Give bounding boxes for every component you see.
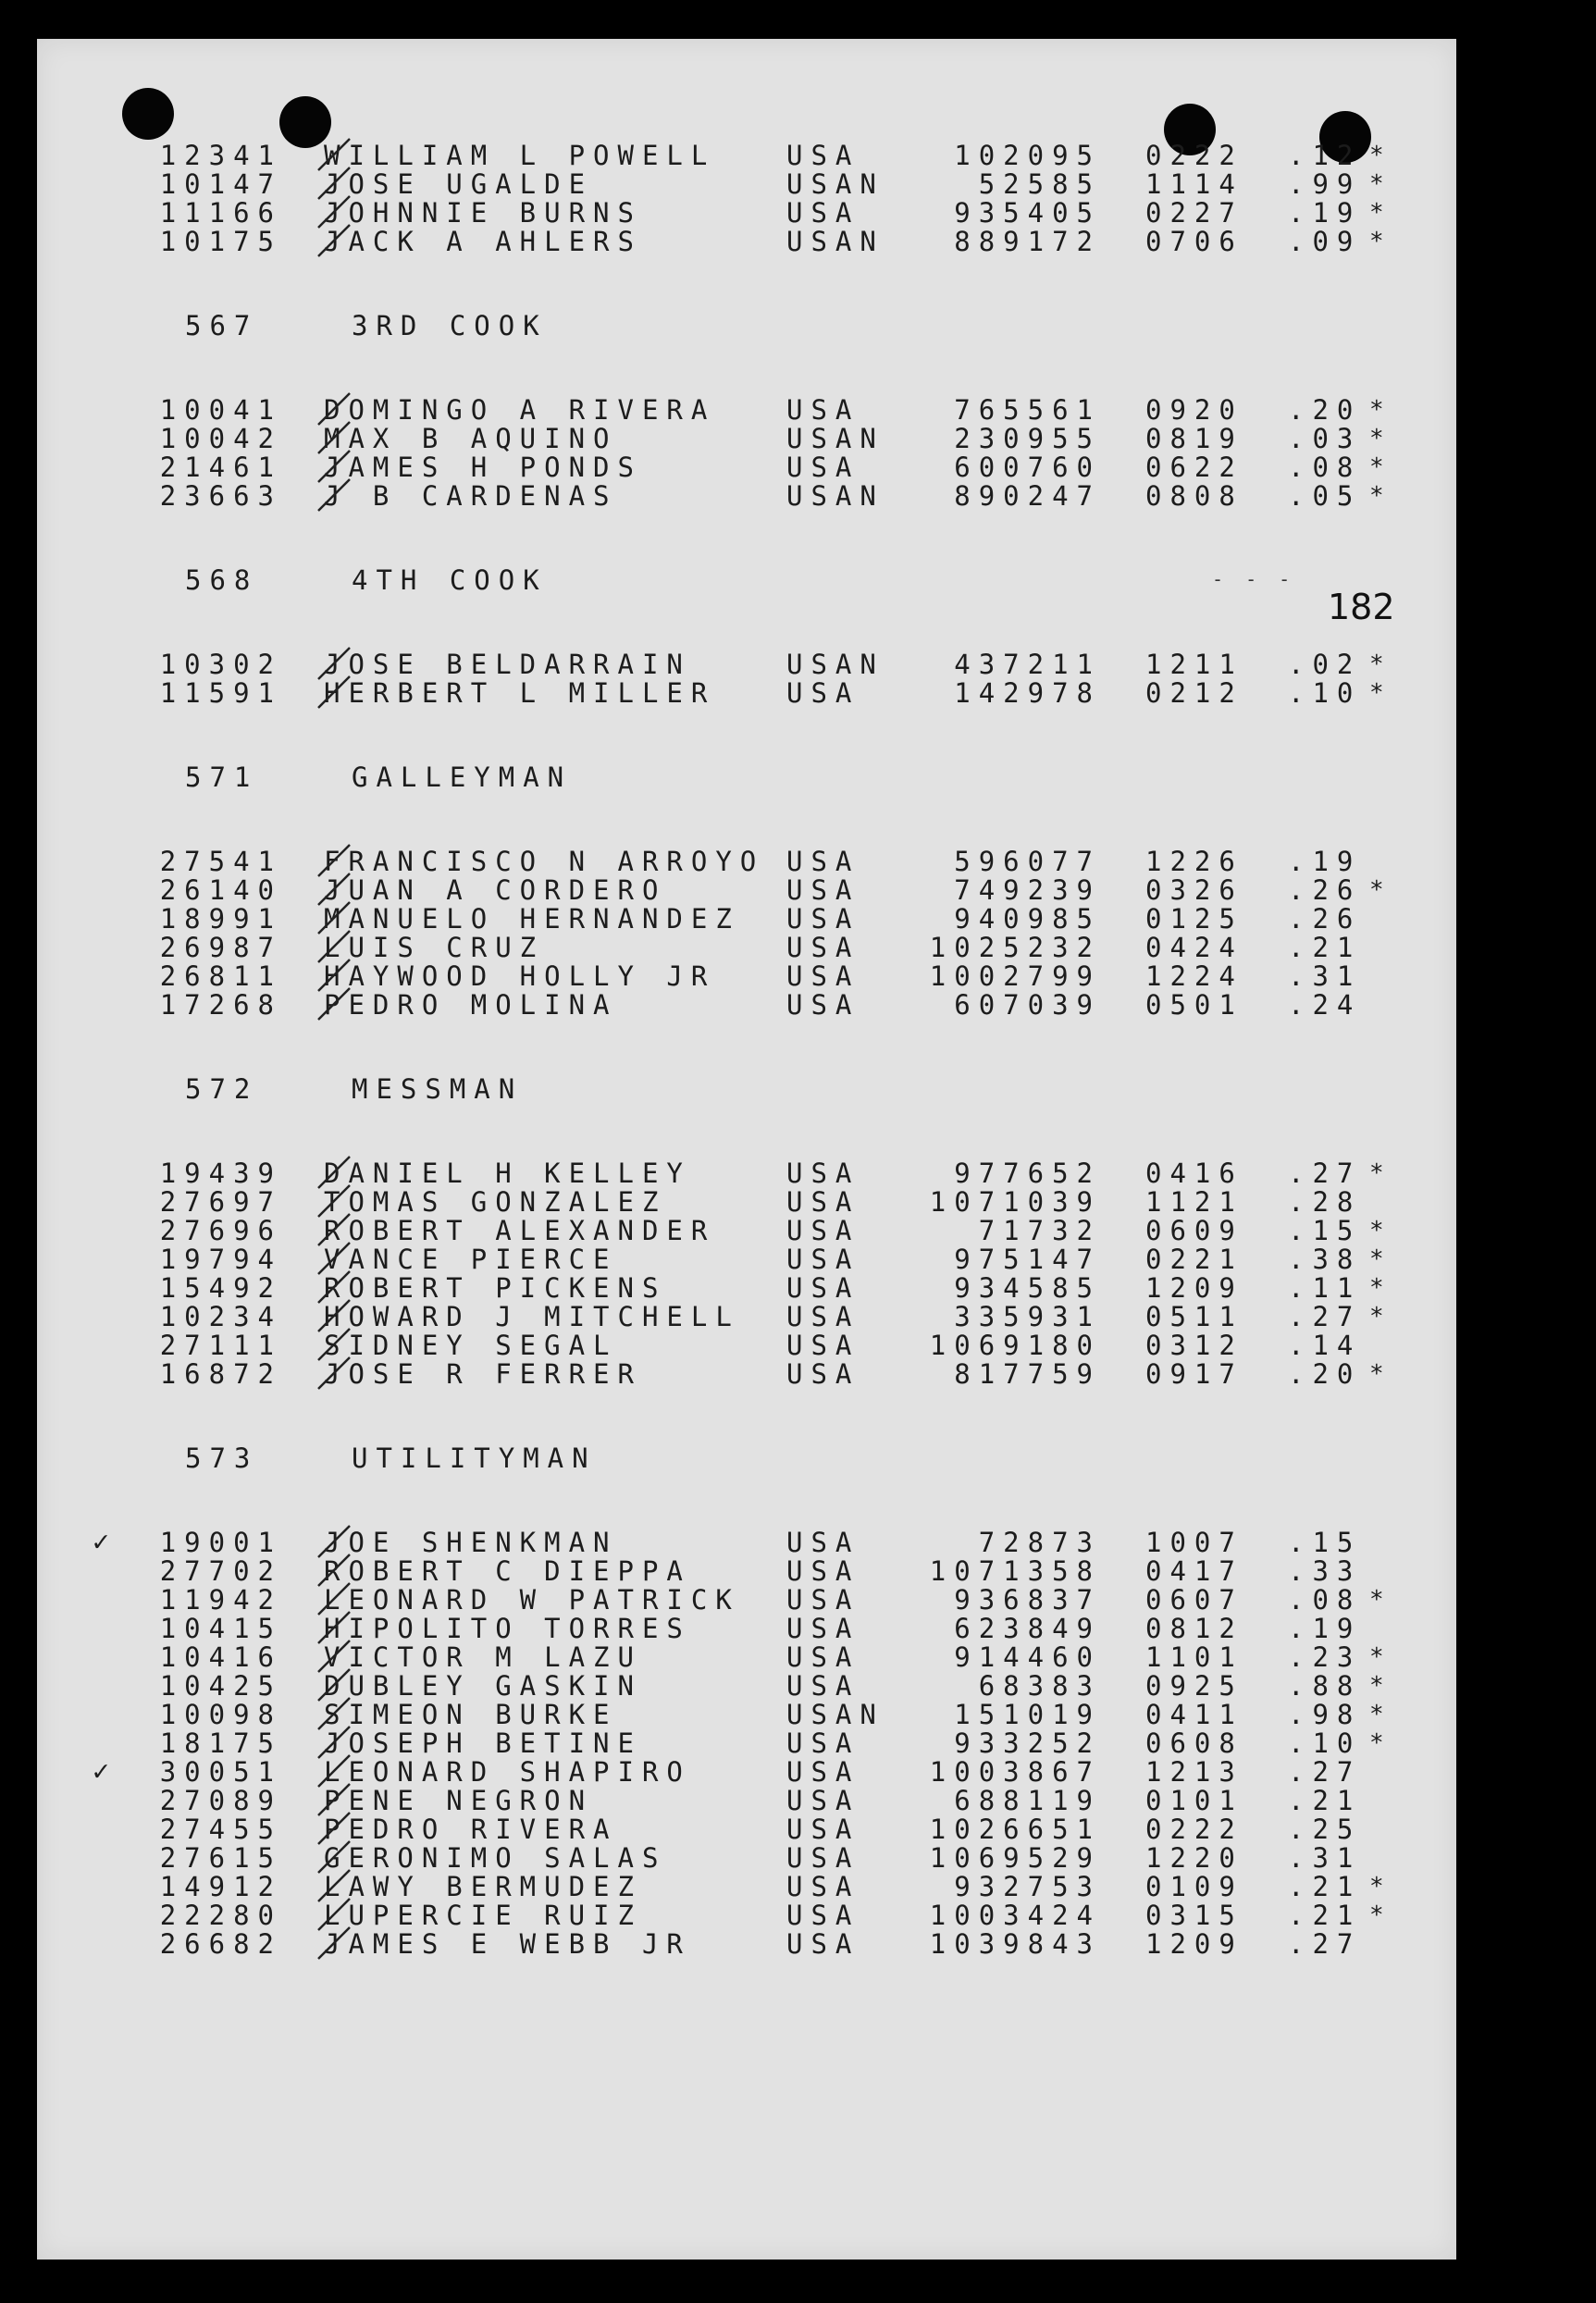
id-number: 688119: [954, 1785, 1101, 1816]
crew-name: TOMAS GONZALEZ: [324, 1186, 667, 1218]
nationality: USA: [786, 1244, 860, 1275]
crew-number: 23663: [159, 480, 282, 512]
crew-row: [148, 227, 1425, 256]
crew-number: 10416: [159, 1641, 282, 1673]
crew-number: 11591: [159, 677, 282, 709]
crew-name: SIDNEY SEGAL: [324, 1330, 618, 1361]
asterisk-mark: *: [1369, 396, 1392, 424]
rate-value: .19: [1288, 1613, 1362, 1644]
asterisk-mark: *: [1369, 1701, 1392, 1728]
crew-name: ROBERT C DIEPPA: [324, 1555, 691, 1587]
asterisk-mark: *: [1369, 1245, 1392, 1273]
id-number: 600760: [954, 452, 1101, 483]
crew-name: GERONIMO SALAS: [324, 1842, 667, 1874]
nationality: USA: [786, 1158, 860, 1189]
nationality: USA: [786, 1186, 860, 1218]
id-number: 151019: [954, 1699, 1101, 1730]
faint-marks: - - -: [1212, 568, 1296, 590]
date-code: 0109: [1145, 1871, 1243, 1902]
id-number: 936837: [954, 1584, 1101, 1616]
rate-value: .24: [1288, 989, 1362, 1021]
date-code: 1121: [1145, 1186, 1243, 1218]
date-code: 0706: [1145, 226, 1243, 257]
date-code: 0326: [1145, 874, 1243, 906]
crew-name: DANIEL H KELLEY: [324, 1158, 691, 1189]
id-number: 934585: [954, 1272, 1101, 1304]
rate-value: .15: [1288, 1527, 1362, 1558]
asterisk-mark: *: [1369, 1901, 1392, 1929]
section-title: UTILITYMAN: [352, 1442, 597, 1474]
crew-number: 18991: [159, 903, 282, 935]
section-header: [185, 1443, 925, 1473]
crew-name: J B CARDENAS: [324, 480, 618, 512]
punch-hole-icon: [122, 88, 174, 140]
id-number: 889172: [954, 226, 1101, 257]
nationality: USA: [786, 1613, 860, 1644]
crew-name: HOWARD J MITCHELL: [324, 1301, 740, 1332]
date-code: 1226: [1145, 846, 1243, 877]
strike-through-mark-icon: [316, 1356, 352, 1391]
rate-value: .26: [1288, 874, 1362, 906]
rate-value: .27: [1288, 1756, 1362, 1788]
crew-name: LEONARD W PATRICK: [324, 1584, 740, 1616]
crew-name: JOHNNIE BURNS: [324, 197, 642, 229]
section-code: 568: [185, 564, 259, 596]
id-number: 935405: [954, 197, 1101, 229]
rate-value: .09: [1288, 226, 1362, 257]
rate-value: .27: [1288, 1928, 1362, 1960]
asterisk-mark: *: [1369, 482, 1392, 510]
crew-number: 14912: [159, 1871, 282, 1902]
nationality: USA: [786, 846, 860, 877]
crew-name: DUBLEY GASKIN: [324, 1670, 642, 1702]
date-code: 1220: [1145, 1842, 1243, 1874]
crew-number: 22280: [159, 1900, 282, 1931]
rate-value: .21: [1288, 1785, 1362, 1816]
crew-name: FRANCISCO N ARROYO: [324, 846, 765, 877]
crew-name: PEDRO MOLINA: [324, 989, 618, 1021]
nationality: USA: [786, 1215, 860, 1246]
page-number: 182: [1328, 587, 1395, 627]
crew-number: 11166: [159, 197, 282, 229]
id-number: 1069529: [929, 1842, 1101, 1874]
check-mark-icon: ✓: [93, 1526, 110, 1558]
asterisk-mark: *: [1369, 453, 1392, 481]
rate-value: .31: [1288, 960, 1362, 992]
check-mark-icon: ✓: [93, 1755, 110, 1788]
id-number: 335931: [954, 1301, 1101, 1332]
id-number: 1003424: [929, 1900, 1101, 1931]
crew-name: JOSE BELDARRAIN: [324, 649, 691, 680]
crew-number: 26682: [159, 1928, 282, 1960]
rate-value: .26: [1288, 903, 1362, 935]
asterisk-mark: *: [1369, 1303, 1392, 1331]
id-number: 1071358: [929, 1555, 1101, 1587]
rate-value: .28: [1288, 1186, 1362, 1218]
asterisk-mark: *: [1369, 170, 1392, 198]
crew-name: JOSE R FERRER: [324, 1358, 642, 1390]
crew-number: 19439: [159, 1158, 282, 1189]
section-header: [185, 565, 925, 595]
date-code: 0607: [1145, 1584, 1243, 1616]
rate-value: .19: [1288, 846, 1362, 877]
crew-name: JACK A AHLERS: [324, 226, 642, 257]
strike-through-mark-icon: [316, 986, 352, 1021]
date-code: 0315: [1145, 1900, 1243, 1931]
rate-value: .03: [1288, 423, 1362, 454]
asterisk-mark: *: [1369, 199, 1392, 227]
crew-name: JAMES E WEBB JR: [324, 1928, 691, 1960]
rate-value: .99: [1288, 168, 1362, 200]
crew-number: 10425: [159, 1670, 282, 1702]
asterisk-mark: *: [1369, 1672, 1392, 1700]
crew-number: 10415: [159, 1613, 282, 1644]
id-number: 1069180: [929, 1330, 1101, 1361]
date-code: 0501: [1145, 989, 1243, 1021]
date-code: 1209: [1145, 1928, 1243, 1960]
nationality: USA: [786, 1727, 860, 1759]
nationality: USA: [786, 989, 860, 1021]
asterisk-mark: *: [1369, 1729, 1392, 1757]
rate-value: .20: [1288, 1358, 1362, 1390]
crew-number: 12341: [159, 140, 282, 171]
crew-number: 27696: [159, 1215, 282, 1246]
crew-number: 16872: [159, 1358, 282, 1390]
rate-value: .88: [1288, 1670, 1362, 1702]
crew-name: DOMINGO A RIVERA: [324, 394, 716, 426]
nationality: USA: [786, 1272, 860, 1304]
id-number: 437211: [954, 649, 1101, 680]
rate-value: .19: [1288, 197, 1362, 229]
rate-value: .33: [1288, 1555, 1362, 1587]
nationality: USAN: [786, 649, 885, 680]
crew-name: JOSEPH BETINE: [324, 1727, 642, 1759]
crew-number: 10175: [159, 226, 282, 257]
nationality: USA: [786, 1928, 860, 1960]
crew-name: PENE NEGRON: [324, 1785, 594, 1816]
crew-name: LUIS CRUZ: [324, 932, 545, 963]
rate-value: .98: [1288, 1699, 1362, 1730]
crew-number: 10098: [159, 1699, 282, 1730]
asterisk-mark: *: [1369, 142, 1392, 169]
crew-number: 10234: [159, 1301, 282, 1332]
crew-number: 30051: [159, 1756, 282, 1788]
id-number: 817759: [954, 1358, 1101, 1390]
rate-value: .15: [1288, 1215, 1362, 1246]
date-code: 0101: [1145, 1785, 1243, 1816]
nationality: USA: [786, 1641, 860, 1673]
id-number: 230955: [954, 423, 1101, 454]
date-code: 0609: [1145, 1215, 1243, 1246]
asterisk-mark: *: [1369, 1159, 1392, 1187]
id-number: 749239: [954, 874, 1101, 906]
date-code: 0819: [1145, 423, 1243, 454]
crew-row: [148, 1929, 1425, 1959]
nationality: USAN: [786, 226, 885, 257]
crew-name: ROBERT PICKENS: [324, 1272, 667, 1304]
id-number: 596077: [954, 846, 1101, 877]
id-number: 72873: [978, 1527, 1101, 1558]
nationality: USA: [786, 452, 860, 483]
document-page: [37, 39, 1456, 2260]
date-code: 1224: [1145, 960, 1243, 992]
crew-name: WILLIAM L POWELL: [324, 140, 716, 171]
date-code: 0125: [1145, 903, 1243, 935]
id-number: 71732: [978, 1215, 1101, 1246]
crew-number: 11942: [159, 1584, 282, 1616]
date-code: 1101: [1145, 1641, 1243, 1673]
nationality: USA: [786, 1358, 860, 1390]
asterisk-mark: *: [1369, 876, 1392, 904]
date-code: 0920: [1145, 394, 1243, 426]
id-number: 1071039: [929, 1186, 1101, 1218]
id-number: 975147: [954, 1244, 1101, 1275]
section-title: MESSMAN: [352, 1073, 524, 1105]
asterisk-mark: *: [1369, 679, 1392, 707]
crew-number: 27089: [159, 1785, 282, 1816]
crew-name: JUAN A CORDERO: [324, 874, 667, 906]
date-code: 0417: [1145, 1555, 1243, 1587]
crew-name: JOE SHENKMAN: [324, 1527, 618, 1558]
section-code: 567: [185, 310, 259, 341]
crew-name: PEDRO RIVERA: [324, 1814, 618, 1845]
rate-value: .21: [1288, 1871, 1362, 1902]
crew-number: 15492: [159, 1272, 282, 1304]
crew-number: 18175: [159, 1727, 282, 1759]
crew-number: 10041: [159, 394, 282, 426]
rate-value: .23: [1288, 1641, 1362, 1673]
rate-value: .27: [1288, 1158, 1362, 1189]
rate-value: .11: [1288, 1272, 1362, 1304]
crew-number: 10147: [159, 168, 282, 200]
date-code: 1213: [1145, 1756, 1243, 1788]
crew-number: 26811: [159, 960, 282, 992]
id-number: 68383: [978, 1670, 1101, 1702]
crew-number: 19001: [159, 1527, 282, 1558]
nationality: USA: [786, 1301, 860, 1332]
nationality: USA: [786, 1527, 860, 1558]
date-code: 1209: [1145, 1272, 1243, 1304]
crew-number: 27615: [159, 1842, 282, 1874]
nationality: USA: [786, 1900, 860, 1931]
date-code: 1211: [1145, 649, 1243, 680]
crew-number: 27702: [159, 1555, 282, 1587]
crew-number: 17268: [159, 989, 282, 1021]
rate-value: .38: [1288, 1244, 1362, 1275]
asterisk-mark: *: [1369, 1217, 1392, 1244]
nationality: USA: [786, 932, 860, 963]
crew-name: MAX B AQUINO: [324, 423, 618, 454]
strike-through-mark-icon: [316, 477, 352, 513]
date-code: 0917: [1145, 1358, 1243, 1390]
crew-name: JAMES H PONDS: [324, 452, 642, 483]
id-number: 890247: [954, 480, 1101, 512]
rate-value: .21: [1288, 1900, 1362, 1931]
crew-number: 27455: [159, 1814, 282, 1845]
asterisk-mark: *: [1369, 650, 1392, 678]
nationality: USA: [786, 1670, 860, 1702]
id-number: 607039: [954, 989, 1101, 1021]
id-number: 52585: [978, 168, 1101, 200]
nationality: USA: [786, 1555, 860, 1587]
rate-value: .20: [1288, 394, 1362, 426]
strike-through-mark-icon: [316, 1925, 352, 1961]
date-code: 0808: [1145, 480, 1243, 512]
rate-value: .05: [1288, 480, 1362, 512]
section-code: 572: [185, 1073, 259, 1105]
id-number: 1025232: [929, 932, 1101, 963]
crew-number: 21461: [159, 452, 282, 483]
nationality: USA: [786, 1330, 860, 1361]
asterisk-mark: *: [1369, 1274, 1392, 1302]
crew-name: LEONARD SHAPIRO: [324, 1756, 691, 1788]
id-number: 932753: [954, 1871, 1101, 1902]
nationality: USA: [786, 1814, 860, 1845]
date-code: 0312: [1145, 1330, 1243, 1361]
nationality: USAN: [786, 480, 885, 512]
nationality: USAN: [786, 423, 885, 454]
id-number: 102095: [954, 140, 1101, 171]
asterisk-mark: *: [1369, 1643, 1392, 1671]
nationality: USAN: [786, 1699, 885, 1730]
nationality: USA: [786, 903, 860, 935]
rate-value: .25: [1288, 1814, 1362, 1845]
date-code: 0812: [1145, 1613, 1243, 1644]
crew-name: ROBERT ALEXANDER: [324, 1215, 716, 1246]
crew-name: HIPOLITO TORRES: [324, 1613, 691, 1644]
id-number: 977652: [954, 1158, 1101, 1189]
id-number: 1003867: [929, 1756, 1101, 1788]
nationality: USA: [786, 677, 860, 709]
asterisk-mark: *: [1369, 1360, 1392, 1388]
crew-row: [148, 1359, 1425, 1389]
strike-through-mark-icon: [316, 675, 352, 710]
nationality: USA: [786, 960, 860, 992]
crew-name: HAYWOOD HOLLY JR: [324, 960, 716, 992]
section-header: [185, 311, 925, 340]
section-header: [185, 1074, 925, 1104]
nationality: USAN: [786, 168, 885, 200]
crew-number: 27697: [159, 1186, 282, 1218]
id-number: 765561: [954, 394, 1101, 426]
date-code: 0416: [1145, 1158, 1243, 1189]
id-number: 1039843: [929, 1928, 1101, 1960]
crew-row: [148, 481, 1425, 511]
section-title: 3RD COOK: [352, 310, 548, 341]
date-code: 0608: [1145, 1727, 1243, 1759]
crew-number: 27111: [159, 1330, 282, 1361]
nationality: USA: [786, 1842, 860, 1874]
rate-value: .08: [1288, 452, 1362, 483]
crew-name: JOSE UGALDE: [324, 168, 594, 200]
asterisk-mark: *: [1369, 1586, 1392, 1614]
crew-name: LUPERCIE RUIZ: [324, 1900, 642, 1931]
rate-value: .10: [1288, 677, 1362, 709]
section-header: [185, 762, 925, 792]
crew-number: 19794: [159, 1244, 282, 1275]
id-number: 940985: [954, 903, 1101, 935]
asterisk-mark: *: [1369, 1873, 1392, 1901]
crew-number: 26987: [159, 932, 282, 963]
crew-number: 27541: [159, 846, 282, 877]
date-code: 0227: [1145, 197, 1243, 229]
rate-value: .14: [1288, 1330, 1362, 1361]
id-number: 623849: [954, 1613, 1101, 1644]
id-number: 914460: [954, 1641, 1101, 1673]
rate-value: .08: [1288, 1584, 1362, 1616]
crew-name: VANCE PIERCE: [324, 1244, 618, 1275]
date-code: 0411: [1145, 1699, 1243, 1730]
crew-name: SIMEON BURKE: [324, 1699, 618, 1730]
date-code: 0424: [1145, 932, 1243, 963]
strike-through-mark-icon: [316, 223, 352, 258]
crew-name: MANUELO HERNANDEZ: [324, 903, 740, 935]
section-title: GALLEYMAN: [352, 761, 573, 793]
date-code: 0925: [1145, 1670, 1243, 1702]
id-number: 933252: [954, 1727, 1101, 1759]
date-code: 0221: [1145, 1244, 1243, 1275]
date-code: 1114: [1145, 168, 1243, 200]
nationality: USA: [786, 1871, 860, 1902]
crew-row: [148, 990, 1425, 1020]
id-number: 1026651: [929, 1814, 1101, 1845]
section-title: 4TH COOK: [352, 564, 548, 596]
crew-number: 10042: [159, 423, 282, 454]
nationality: USA: [786, 874, 860, 906]
date-code: 0212: [1145, 677, 1243, 709]
nationality: USA: [786, 1785, 860, 1816]
asterisk-mark: *: [1369, 228, 1392, 255]
date-code: 0222: [1145, 140, 1243, 171]
rate-value: .12: [1288, 140, 1362, 171]
id-number: 1002799: [929, 960, 1101, 992]
nationality: USA: [786, 1584, 860, 1616]
crew-name: LAWY BERMUDEZ: [324, 1871, 642, 1902]
rate-value: .02: [1288, 649, 1362, 680]
date-code: 0622: [1145, 452, 1243, 483]
nationality: USA: [786, 394, 860, 426]
rate-value: .27: [1288, 1301, 1362, 1332]
date-code: 0511: [1145, 1301, 1243, 1332]
nationality: USA: [786, 197, 860, 229]
crew-row: [148, 678, 1425, 708]
nationality: USA: [786, 140, 860, 171]
crew-number: 10302: [159, 649, 282, 680]
crew-name: VICTOR M LAZU: [324, 1641, 642, 1673]
date-code: 1007: [1145, 1527, 1243, 1558]
section-code: 573: [185, 1442, 259, 1474]
section-code: 571: [185, 761, 259, 793]
rate-value: .31: [1288, 1842, 1362, 1874]
id-number: 142978: [954, 677, 1101, 709]
rate-value: .21: [1288, 932, 1362, 963]
rate-value: .10: [1288, 1727, 1362, 1759]
nationality: USA: [786, 1756, 860, 1788]
asterisk-mark: *: [1369, 425, 1392, 452]
date-code: 0222: [1145, 1814, 1243, 1845]
crew-number: 26140: [159, 874, 282, 906]
crew-name: HERBERT L MILLER: [324, 677, 716, 709]
